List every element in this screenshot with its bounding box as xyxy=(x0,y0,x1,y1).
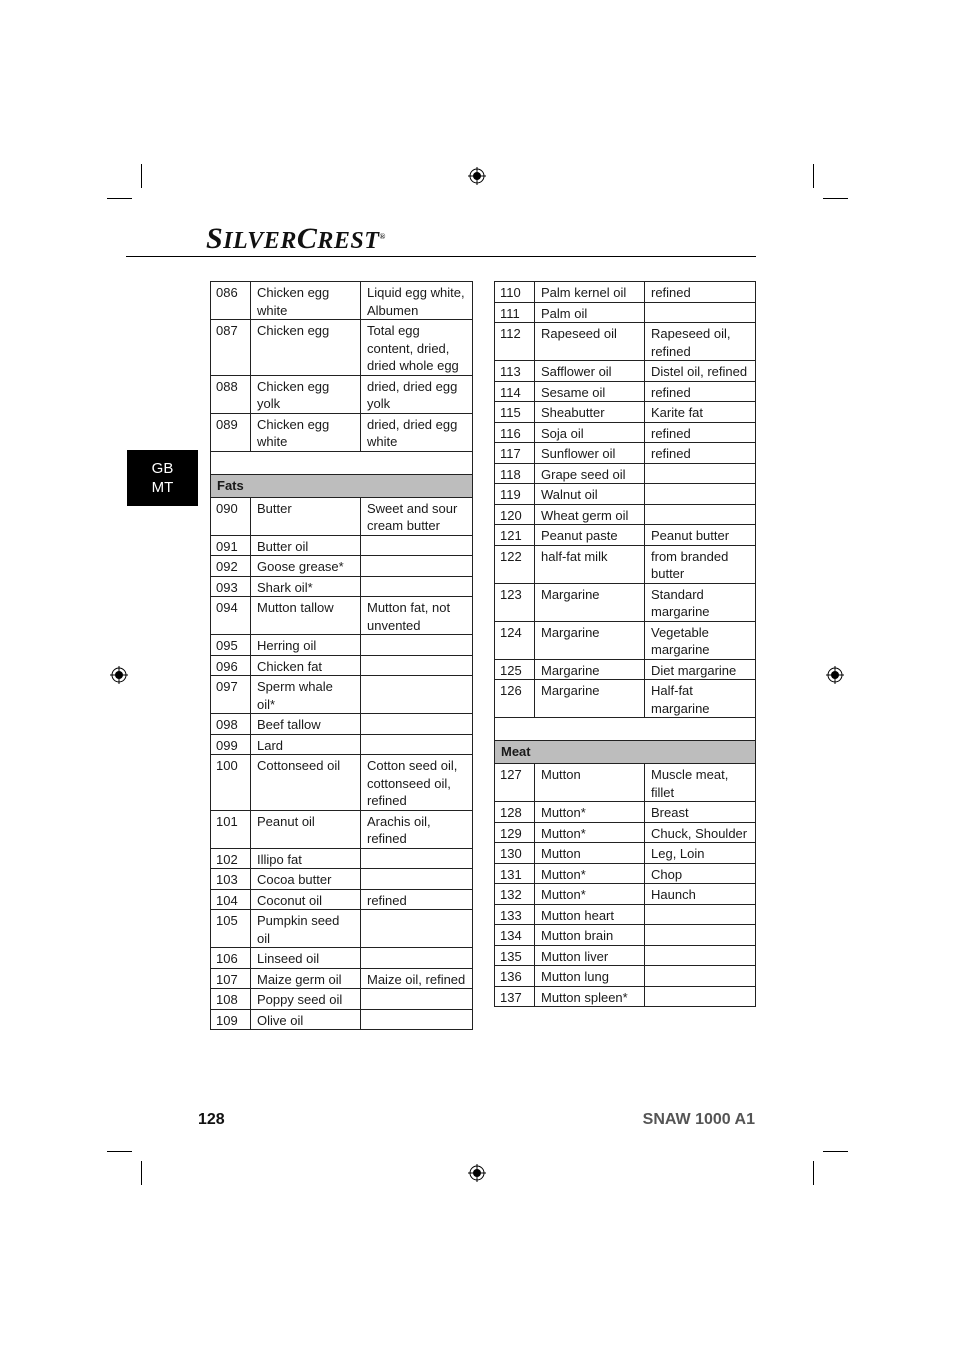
item-name: Mutton* xyxy=(535,822,645,843)
silvercrest-logo: SILVERCREST® xyxy=(206,222,386,255)
table-row xyxy=(495,621,756,659)
item-number: 137 xyxy=(495,986,535,1007)
table-row xyxy=(495,986,756,1007)
table-row xyxy=(211,556,473,577)
table-row xyxy=(495,659,756,680)
table-row xyxy=(211,968,473,989)
item-number: 089 xyxy=(211,413,251,451)
item-number: 107 xyxy=(211,968,251,989)
item-note xyxy=(361,948,473,969)
item-number: 130 xyxy=(495,843,535,864)
item-note xyxy=(645,925,756,946)
table-row xyxy=(495,443,756,464)
table-row xyxy=(495,583,756,621)
item-number: 093 xyxy=(211,576,251,597)
item-number: 097 xyxy=(211,676,251,714)
item-number: 094 xyxy=(211,597,251,635)
language-tab xyxy=(127,450,198,506)
item-note: refined xyxy=(645,282,756,303)
table-row xyxy=(495,843,756,864)
item-number: 115 xyxy=(495,402,535,423)
item-note xyxy=(361,556,473,577)
item-note: Vegetable margarine xyxy=(645,621,756,659)
table-row xyxy=(211,734,473,755)
item-number: 096 xyxy=(211,655,251,676)
table-row xyxy=(495,504,756,525)
item-name: Margarine xyxy=(535,680,645,718)
table-row xyxy=(495,925,756,946)
item-number: 129 xyxy=(495,822,535,843)
item-number: 110 xyxy=(495,282,535,303)
blank-row xyxy=(495,718,756,741)
item-name: Maize germ oil xyxy=(251,968,361,989)
item-name: Poppy seed oil xyxy=(251,989,361,1010)
item-name: Sheabutter xyxy=(535,402,645,423)
item-name: Mutton xyxy=(535,764,645,802)
item-number: 133 xyxy=(495,904,535,925)
item-note: Arachis oil, refined xyxy=(361,810,473,848)
item-name: Chicken egg white xyxy=(251,282,361,320)
table-row xyxy=(495,402,756,423)
item-name: Margarine xyxy=(535,659,645,680)
item-name: Margarine xyxy=(535,583,645,621)
item-note: Distel oil, refined xyxy=(645,361,756,382)
item-number: 092 xyxy=(211,556,251,577)
item-name: Wheat germ oil xyxy=(535,504,645,525)
item-number: 113 xyxy=(495,361,535,382)
crop-mark xyxy=(141,1161,142,1185)
table-row xyxy=(211,910,473,948)
item-note xyxy=(361,635,473,656)
item-note: Peanut butter xyxy=(645,525,756,546)
table-row xyxy=(211,375,473,413)
table-row xyxy=(495,545,756,583)
item-note: refined xyxy=(645,443,756,464)
crop-mark xyxy=(813,1161,814,1185)
model-number: SNAW 1000 A1 xyxy=(642,1111,755,1128)
item-name: Coconut oil xyxy=(251,889,361,910)
table-row xyxy=(211,413,473,451)
crop-mark xyxy=(107,198,132,199)
table-row xyxy=(211,948,473,969)
table-row xyxy=(495,484,756,505)
item-note: Karite fat xyxy=(645,402,756,423)
item-name: Mutton liver xyxy=(535,945,645,966)
item-note: Chop xyxy=(645,863,756,884)
item-name: Sesame oil xyxy=(535,381,645,402)
table-row xyxy=(211,635,473,656)
item-name: Chicken egg white xyxy=(251,413,361,451)
item-number: 104 xyxy=(211,889,251,910)
item-note: from branded butter xyxy=(645,545,756,583)
table-row xyxy=(495,302,756,323)
item-name: Mutton heart xyxy=(535,904,645,925)
item-number: 099 xyxy=(211,734,251,755)
blank-cell xyxy=(211,451,473,474)
table-row xyxy=(495,282,756,303)
table-row xyxy=(211,755,473,811)
item-name: Rapeseed oil xyxy=(535,323,645,361)
item-number: 103 xyxy=(211,869,251,890)
item-name: Grape seed oil xyxy=(535,463,645,484)
item-number: 118 xyxy=(495,463,535,484)
item-note xyxy=(645,966,756,987)
item-note xyxy=(361,1009,473,1030)
item-number: 100 xyxy=(211,755,251,811)
item-number: 114 xyxy=(495,381,535,402)
item-number: 124 xyxy=(495,621,535,659)
item-number: 134 xyxy=(495,925,535,946)
item-name: Chicken egg yolk xyxy=(251,375,361,413)
item-number: 086 xyxy=(211,282,251,320)
table-row xyxy=(495,764,756,802)
item-number: 131 xyxy=(495,863,535,884)
item-number: 119 xyxy=(495,484,535,505)
table-row xyxy=(495,680,756,718)
item-note xyxy=(361,848,473,869)
item-note xyxy=(361,576,473,597)
item-name: Herring oil xyxy=(251,635,361,656)
item-number: 121 xyxy=(495,525,535,546)
item-note: Leg, Loin xyxy=(645,843,756,864)
item-name: Chicken egg xyxy=(251,320,361,376)
item-note: Rapeseed oil, refined xyxy=(645,323,756,361)
table-row xyxy=(211,497,473,535)
item-name: Walnut oil xyxy=(535,484,645,505)
item-name: Soja oil xyxy=(535,422,645,443)
item-name: Cottonseed oil xyxy=(251,755,361,811)
item-number: 088 xyxy=(211,375,251,413)
item-note: Liquid egg white, Albumen xyxy=(361,282,473,320)
item-number: 136 xyxy=(495,966,535,987)
item-number: 087 xyxy=(211,320,251,376)
item-name: Cocoa butter xyxy=(251,869,361,890)
food-table-left xyxy=(210,281,473,1030)
item-name: Sunflower oil xyxy=(535,443,645,464)
table-row xyxy=(495,822,756,843)
item-number: 106 xyxy=(211,948,251,969)
table-row xyxy=(211,889,473,910)
table-row xyxy=(495,863,756,884)
item-note xyxy=(361,989,473,1010)
item-number: 126 xyxy=(495,680,535,718)
table-row xyxy=(211,655,473,676)
item-note: Total egg content, dried, dried whole egg xyxy=(361,320,473,376)
item-note: refined xyxy=(645,422,756,443)
item-name: Olive oil xyxy=(251,1009,361,1030)
item-name: Palm kernel oil xyxy=(535,282,645,303)
table-row xyxy=(211,989,473,1010)
item-note xyxy=(361,869,473,890)
item-name: Safflower oil xyxy=(535,361,645,382)
registration-mark-icon xyxy=(468,1164,486,1182)
item-note: refined xyxy=(361,889,473,910)
item-name: Mutton xyxy=(535,843,645,864)
item-name: Goose grease* xyxy=(251,556,361,577)
table-row xyxy=(211,320,473,376)
section-label: Fats xyxy=(211,474,473,497)
item-name: Mutton spleen* xyxy=(535,986,645,1007)
item-number: 122 xyxy=(495,545,535,583)
registration-mark-icon xyxy=(826,666,844,684)
item-note: Diet margarine xyxy=(645,659,756,680)
table-row xyxy=(211,810,473,848)
item-number: 128 xyxy=(495,802,535,823)
item-number: 125 xyxy=(495,659,535,680)
crop-mark xyxy=(813,164,814,188)
item-name: Illipo fat xyxy=(251,848,361,869)
registration-mark-icon xyxy=(110,666,128,684)
item-number: 095 xyxy=(211,635,251,656)
table-row xyxy=(495,945,756,966)
item-name: Mutton* xyxy=(535,884,645,905)
crop-mark xyxy=(141,164,142,188)
section-header xyxy=(495,741,756,764)
item-name: Palm oil xyxy=(535,302,645,323)
table-row xyxy=(211,869,473,890)
item-name: Butter oil xyxy=(251,535,361,556)
item-name: Margarine xyxy=(535,621,645,659)
item-note: Maize oil, refined xyxy=(361,968,473,989)
table-row xyxy=(495,323,756,361)
crop-mark xyxy=(823,198,848,199)
crop-mark xyxy=(107,1151,132,1152)
item-number: 127 xyxy=(495,764,535,802)
item-name: Mutton brain xyxy=(535,925,645,946)
item-number: 102 xyxy=(211,848,251,869)
item-number: 123 xyxy=(495,583,535,621)
item-note: Breast xyxy=(645,802,756,823)
item-note xyxy=(361,910,473,948)
item-name: half-fat milk xyxy=(535,545,645,583)
item-note: Standard margarine xyxy=(645,583,756,621)
food-table-right xyxy=(494,281,756,1007)
item-number: 117 xyxy=(495,443,535,464)
item-number: 132 xyxy=(495,884,535,905)
item-note: Mutton fat, not unvented xyxy=(361,597,473,635)
language-code-mt: MT xyxy=(151,479,174,496)
item-note: Cotton seed oil, cottonseed oil, refined xyxy=(361,755,473,811)
crop-mark xyxy=(823,1151,848,1152)
blank-row xyxy=(211,451,473,474)
item-note: dried, dried egg yolk xyxy=(361,375,473,413)
item-number: 109 xyxy=(211,1009,251,1030)
item-note: Muscle meat, fillet xyxy=(645,764,756,802)
item-number: 120 xyxy=(495,504,535,525)
item-note xyxy=(361,714,473,735)
item-name: Mutton* xyxy=(535,802,645,823)
item-note xyxy=(361,734,473,755)
language-code-gb: GB xyxy=(151,460,174,477)
item-note xyxy=(361,535,473,556)
item-number: 108 xyxy=(211,989,251,1010)
table-row xyxy=(211,535,473,556)
item-name: Peanut oil xyxy=(251,810,361,848)
table-row xyxy=(211,576,473,597)
item-number: 116 xyxy=(495,422,535,443)
item-note xyxy=(645,302,756,323)
item-note: refined xyxy=(645,381,756,402)
item-name: Mutton lung xyxy=(535,966,645,987)
table-row xyxy=(211,597,473,635)
item-note xyxy=(645,463,756,484)
item-name: Pumpkin seed oil xyxy=(251,910,361,948)
item-note xyxy=(645,504,756,525)
table-row xyxy=(211,676,473,714)
item-name: Shark oil* xyxy=(251,576,361,597)
item-number: 105 xyxy=(211,910,251,948)
table-row xyxy=(495,525,756,546)
section-header xyxy=(211,474,473,497)
item-number: 112 xyxy=(495,323,535,361)
table-row xyxy=(495,966,756,987)
table-row xyxy=(495,904,756,925)
table-row xyxy=(495,361,756,382)
item-number: 098 xyxy=(211,714,251,735)
item-number: 101 xyxy=(211,810,251,848)
page-number: 128 xyxy=(198,1111,225,1128)
item-name: Butter xyxy=(251,497,361,535)
item-note xyxy=(645,484,756,505)
table-row xyxy=(211,1009,473,1030)
blank-cell xyxy=(495,718,756,741)
item-note xyxy=(645,945,756,966)
table-row xyxy=(211,282,473,320)
table-row xyxy=(495,802,756,823)
item-note: Chuck, Shoulder xyxy=(645,822,756,843)
item-note: Haunch xyxy=(645,884,756,905)
item-number: 135 xyxy=(495,945,535,966)
item-note xyxy=(645,986,756,1007)
item-name: Sperm whale oil* xyxy=(251,676,361,714)
table-row xyxy=(211,848,473,869)
item-number: 111 xyxy=(495,302,535,323)
header-rule xyxy=(126,256,756,257)
table-row xyxy=(495,381,756,402)
table-row xyxy=(495,884,756,905)
registration-mark-icon xyxy=(468,167,486,185)
item-name: Mutton tallow xyxy=(251,597,361,635)
item-note: Half-fat margarine xyxy=(645,680,756,718)
item-name: Linseed oil xyxy=(251,948,361,969)
item-number: 091 xyxy=(211,535,251,556)
table-row xyxy=(495,422,756,443)
item-name: Beef tallow xyxy=(251,714,361,735)
item-note: dried, dried egg white xyxy=(361,413,473,451)
item-number: 090 xyxy=(211,497,251,535)
item-name: Lard xyxy=(251,734,361,755)
section-label: Meat xyxy=(495,741,756,764)
table-row xyxy=(211,714,473,735)
table-row xyxy=(495,463,756,484)
item-name: Chicken fat xyxy=(251,655,361,676)
item-note: Sweet and sour cream butter xyxy=(361,497,473,535)
item-name: Peanut paste xyxy=(535,525,645,546)
item-note xyxy=(645,904,756,925)
item-name: Mutton* xyxy=(535,863,645,884)
item-note xyxy=(361,655,473,676)
item-note xyxy=(361,676,473,714)
